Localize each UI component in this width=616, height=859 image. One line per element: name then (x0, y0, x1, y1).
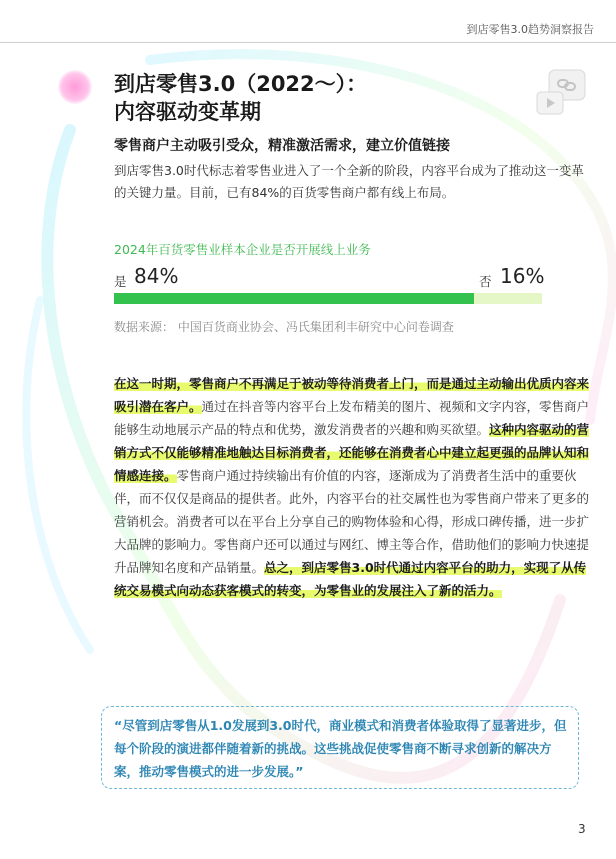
section-title-line1: 到店零售3.0（2022～）： (114, 72, 368, 96)
section-title (114, 70, 367, 126)
header-divider (0, 42, 616, 43)
no-bar-segment (114, 293, 542, 304)
body-text-2: 零售商户通过持续输出有价值的内容，逐渐成为了消费者生活中的重要伙伴，而不仅仅是商品的提供者。此外，内容平台的社交属性也为零售商户带来了更多的营销机会。消费者可以在平台上分享自己的购物体验和心得，形成口碑传播，进一步扩大品牌的影响力。零售商户还可以通过与网红、博主等合作，借助他们的影响力快速提升品牌知名度和产品销量。 (114, 468, 590, 575)
highlight-sentence-3: 总之，到店零售3.0时代通过内容平台的助力，实现了从传统交易模式向动态获客模式的转变，为零售业的发展注入了新的活力。 (114, 560, 587, 598)
section-title-line2: 内容驱动变革期 (114, 100, 261, 124)
no-category-label: 否 (479, 274, 492, 289)
highlight-sentence-1: 在这一时期，零售商户不再满足于被动等待消费者上门，而是通过主动输出优质内容来吸引潜在客户。 (114, 376, 590, 414)
highlight-sentence-2: 这种内容驱动的营销方式不仅能够精准地触达目标消费者，还能够在消费者心中建立起更强的品牌认知和情感连接。 (114, 422, 590, 483)
data-source-note: 数据来源： 中国百货商业协会、冯氏集团利丰研究中心问卷调查 (114, 320, 454, 334)
chart-title: 2024年百货零售业样本企业是否开展线上业务 (114, 242, 371, 257)
no-value-label: 16% (500, 264, 545, 288)
pink-dot-icon (58, 70, 92, 104)
video-link-icon (535, 68, 591, 118)
section-subtitle: 零售商户主动吸引受众，精准激活需求，建立价值链接 (114, 138, 450, 154)
quote-text: “尽管到店零售从1.0发展到3.0时代，商业模式和消费者体验取得了显著进步，但每个阶段的演进都伴随着新的挑战。这些挑战促使零售商不断寻求创新的解决方案，推动零售模式的进一步发展。” (114, 718, 567, 779)
yes-value-label: 84% (134, 264, 179, 288)
page-number: 3 (578, 822, 586, 836)
body-text-1: 通过在抖音等内容平台上发布精美的图片、视频和文字内容，零售商户能够生动地展示产品的特点和优势，激发消费者的兴趣和购买欲望。 (114, 399, 590, 437)
intro-paragraph: 到店零售3.0时代标志着零售业进入了一个全新的阶段，内容平台成为了推动这一变革的关键力量。目前，已有84%的百货零售商户都有线上布局。 (114, 163, 584, 200)
body-paragraph (114, 372, 594, 602)
yes-bar-segment (114, 293, 474, 304)
report-header-title: 到店零售3.0趋势洞察报告 (466, 23, 594, 36)
yes-category-label: 是 (114, 274, 127, 289)
